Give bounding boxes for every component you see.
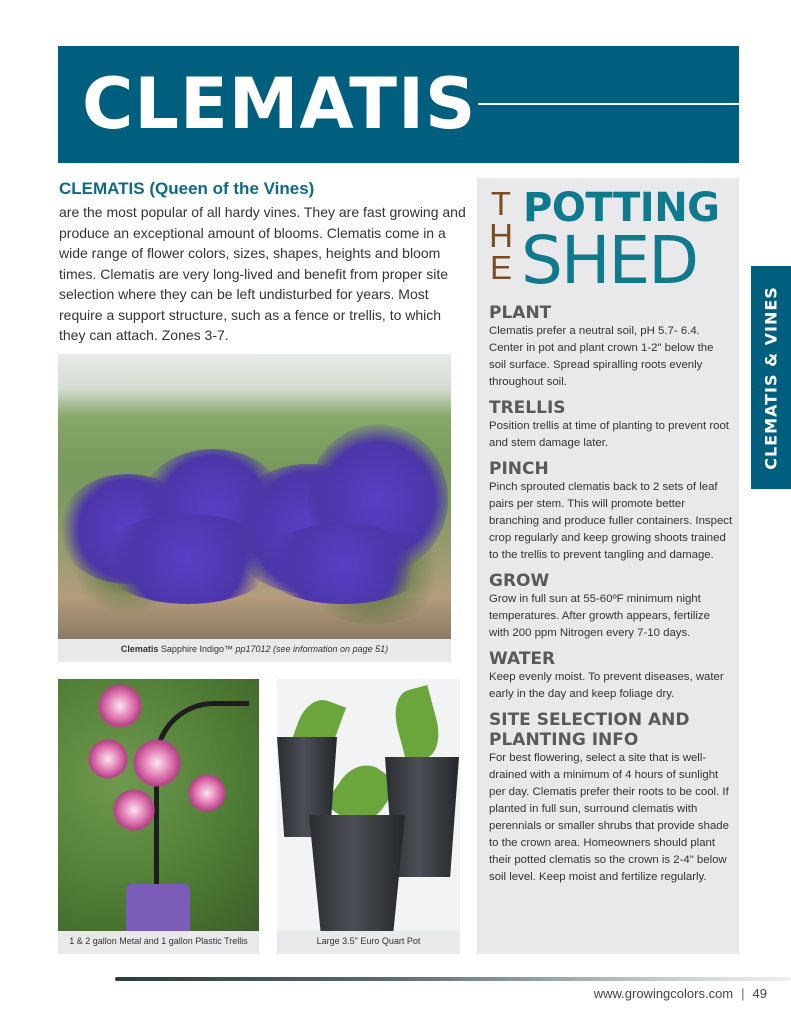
section-trellis: TRELLIS Position trellis at time of planting to prevent root and stem damage later. [489, 398, 729, 449]
page-title: CLEMATIS [82, 63, 477, 145]
pot-photo-caption: Large 3.5" Euro Quart Pot [277, 931, 460, 954]
section-water: WATER Keep evenly moist. To prevent diseases, water early in the day and keep foliage dry. [489, 649, 724, 700]
footer-separator: | [741, 986, 745, 1001]
potting-shed-panel [477, 178, 739, 954]
section-grow: GROW Grow in full sun at 55-60ºF minimum night temperatures. After growth appears, fertilize with 200 ppm Nitrogen every 7-10 days. [489, 571, 710, 639]
side-tab-label: CLEMATIS & VINES [761, 285, 781, 470]
title-banner [58, 46, 739, 163]
clematis-trellis-photo [58, 679, 259, 931]
shed-sections [489, 303, 733, 893]
intro-paragraph: are the most popular of all hardy vines. They are fast growing and produce an exceptional amount of blooms. Clematis come in a wide range of flower colors, sizes, shapes, heights and bloom times. Clematis are very long-lived and benefit from proper site selection where they can be left undisturbed for years. Most require a support structure, such as a fence or trellis, to which they can attach. Zones 3-7. [59, 204, 466, 343]
footer-rule [115, 977, 791, 981]
section-site-selection: SITE SELECTION AND PLANTING INFO For best flowering, select a site that is well-drained with a minimum of 4 hours of sunlight per day. Clematis prefer their roots to be cool. If planted in full sun, surround clematis with perennials or smaller shrubs that provide shade to the crown area. Homeowners should plant their potted clematis so the crown is 2-4" below soil level. Keep moist and fertilize regularly. [489, 710, 729, 883]
footer-url: www.growingcolors.com [593, 986, 734, 1001]
trellis-photo-caption: 1 & 2 gallon Metal and 1 gallon Plastic Trellis [58, 931, 259, 954]
intro-heading: CLEMATIS (Queen of the Vines) [59, 179, 315, 198]
banner-divider [478, 103, 739, 105]
shed-shed-title: SHED [521, 222, 698, 299]
page-number: 49 [752, 986, 767, 1001]
main-photo-caption: Clematis Sapphire Indigo™ pp17012 (see information on page 51) [58, 639, 451, 662]
clematis-sapphire-indigo-photo [58, 354, 451, 639]
shed-potting-title: POTTING [523, 185, 720, 231]
footer [594, 986, 767, 1001]
section-side-tab [751, 266, 791, 489]
euro-quart-pot-photo [277, 679, 460, 931]
shed-the-vertical: T H E [489, 185, 513, 286]
section-pinch: PINCH Pinch sprouted clematis back to 2 sets of leaf pairs per stem. This will promote better branching and produce fuller containers. Inspect crop regularly and keep growing shoots trained to the trellis to prevent tangling and damage. [489, 459, 733, 561]
section-plant: PLANT Clematis prefer a neutral soil, pH 5.7- 6.4. Center in pot and plant crown 1-2" below the soil surface. Spread spiralling roots evenly throughout soil. [489, 303, 714, 388]
